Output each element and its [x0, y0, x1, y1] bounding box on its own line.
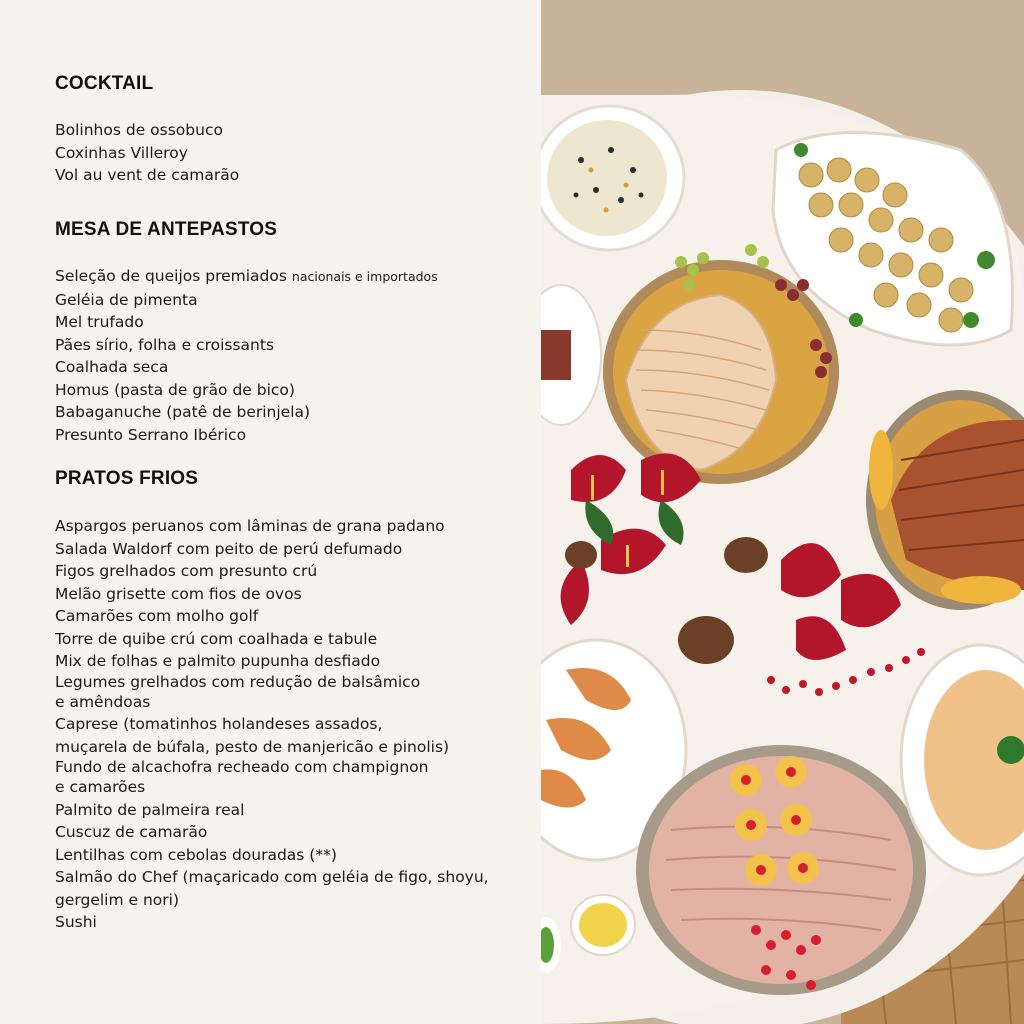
pratos-frios-list	[55, 515, 489, 934]
menu-item-text: Seleção de queijos premiados	[55, 267, 287, 285]
menu-item: Homus (pasta de grão de bico)	[55, 380, 295, 399]
menu-item-continuation: muçarela de búfala, pesto de manjericão e pinolis)	[55, 737, 450, 756]
menu-item: Melão grisette com fios de ovos	[55, 584, 302, 603]
menu-item	[55, 265, 438, 289]
menu-item: Lentilhas com cebolas douradas (**)	[55, 845, 337, 864]
menu-item: Legumes grelhados com redução de balsâmico	[55, 672, 421, 691]
menu-item: Bolinhos de ossobuco	[55, 121, 223, 139]
cocktail-heading: COCKTAIL	[55, 73, 154, 94]
cocktail-section	[55, 73, 239, 187]
menu-item: Vol au vent de camarão	[55, 166, 240, 184]
cocktail-list	[55, 119, 239, 187]
menu-item: Mel trufado	[55, 313, 144, 331]
menu-item: Caprese (tomatinhos holandeses assados,	[55, 715, 383, 733]
menu-item: Palmito de palmeira real	[55, 800, 245, 819]
menu-item: Figos grelhados com presunto crú	[55, 562, 318, 580]
menu-item-continuation: e camarões	[55, 778, 146, 796]
menu-item: Salmão do Chef (maçaricado com geléia de figo, shoyu,	[55, 868, 489, 886]
menu-item: Geléia de pimenta	[55, 290, 198, 309]
menu-item: Pães sírio, folha e croissants	[55, 335, 275, 354]
menu-item: Cuscuz de camarão	[55, 823, 208, 841]
menu-item: Aspargos peruanos com lâminas de grana padano	[55, 517, 445, 535]
pratos-frios-section	[55, 468, 489, 934]
menu-item: Fundo de alcachofra recheado com champignon	[55, 758, 429, 776]
menu-item-continuation: e amêndoas	[55, 692, 151, 711]
menu-item: Camarões com molho golf	[55, 607, 259, 625]
menu-item: Mix de folhas e palmito pupunha desfiado	[55, 652, 381, 670]
menu-item: Torre de quibe crú com coalhada e tabule	[55, 629, 378, 648]
menu-item: Coalhada seca	[55, 358, 169, 376]
pratos-frios-heading: PRATOS FRIOS	[55, 468, 199, 489]
antepastos-section	[55, 219, 438, 446]
antepastos-heading: MESA DE ANTEPASTOS	[55, 219, 278, 240]
menu-item-continuation: gergelim e nori)	[55, 890, 179, 909]
menu-item: Babaganuche (patê de berinjela)	[55, 403, 311, 421]
menu-item: Coxinhas Villeroy	[55, 143, 188, 162]
menu-item: Salada Waldorf com peito de perú defumado	[55, 539, 403, 558]
antepastos-list	[55, 265, 438, 446]
menu-item-note: nacionais e importados	[291, 269, 438, 284]
buffet-photo	[541, 0, 1024, 1024]
menu-item: Sushi	[55, 913, 97, 931]
menu-item: Presunto Serrano Ibérico	[55, 425, 247, 444]
